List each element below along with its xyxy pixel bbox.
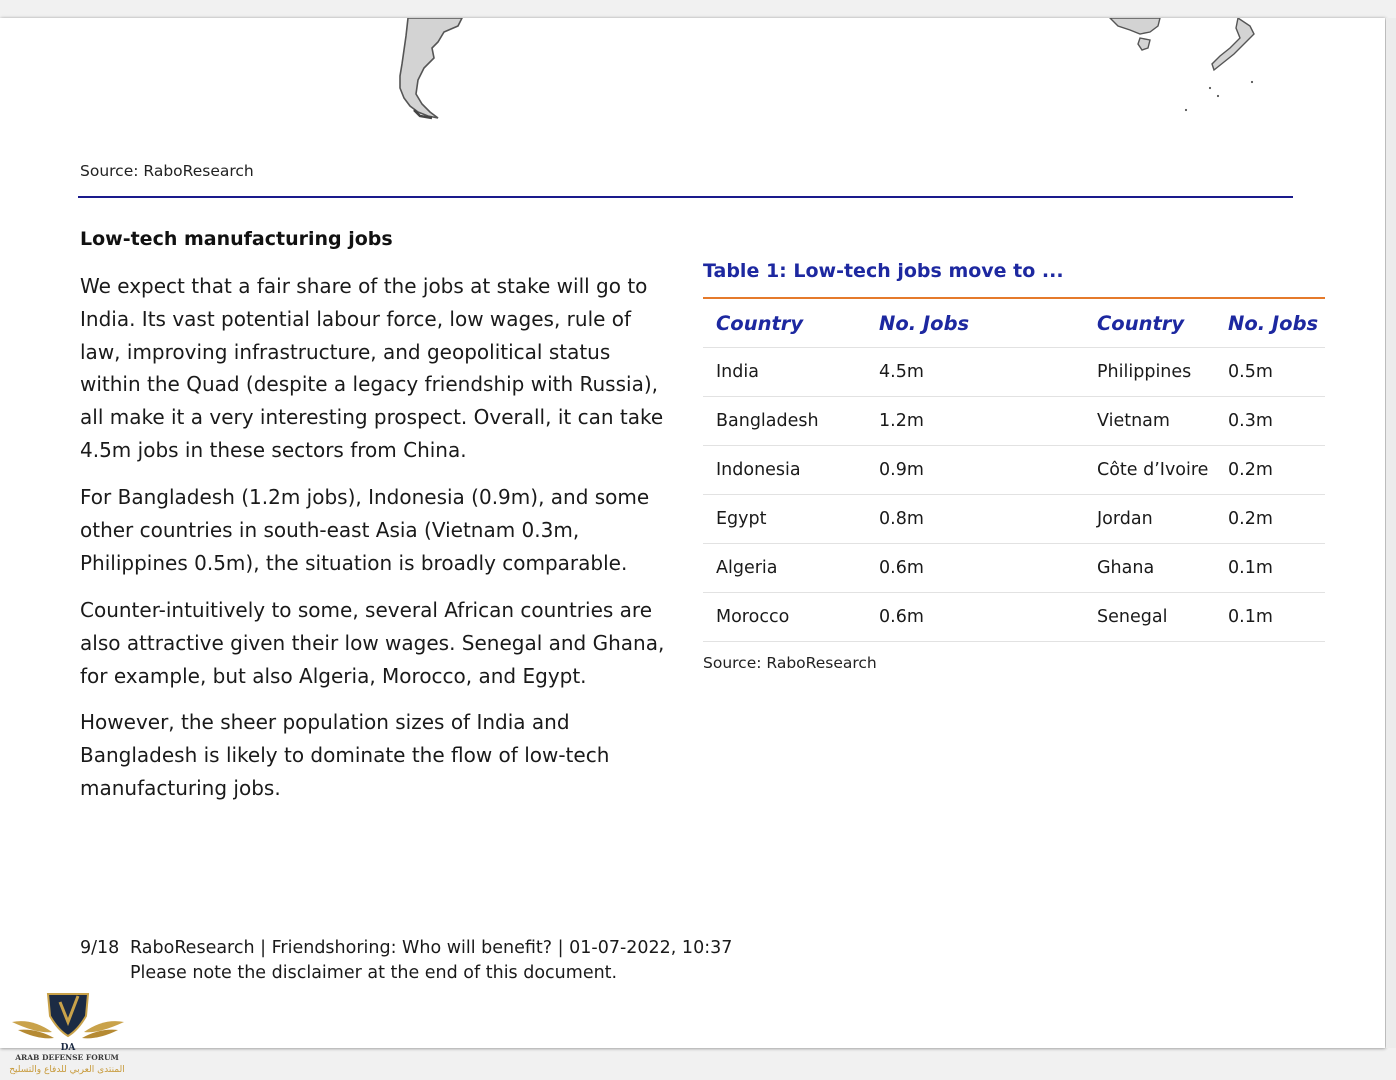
paragraph-3: Counter-intuitively to some, several African countries are also attractive given their low wages. Senegal and Ghana, for example, but also Algeria, Morocco, and Egypt.	[80, 598, 665, 688]
map-south-america-fragment	[388, 18, 478, 128]
cell-jobs: 0.5m	[1228, 348, 1325, 397]
cell-country: Vietnam	[1097, 397, 1228, 446]
cell-country: Bangladesh	[703, 397, 879, 446]
table-row	[703, 446, 1325, 495]
page-number: 9/18	[80, 938, 120, 958]
cell-country: Ghana	[1097, 544, 1228, 593]
cell-jobs: 0.3m	[1228, 397, 1325, 446]
footer-disclaimer: Please note the disclaimer at the end of this document.	[130, 963, 618, 983]
table-row	[703, 593, 1325, 642]
section-divider	[78, 196, 1293, 198]
page-footer	[80, 936, 732, 986]
logo-text-english: ARAB DEFENSE FORUM	[15, 1053, 119, 1062]
cell-country: Egypt	[703, 495, 879, 544]
footer-line-1	[80, 936, 732, 961]
cell-jobs: 0.1m	[1228, 544, 1325, 593]
cell-country: Morocco	[703, 593, 879, 642]
col-header-country-2: Country	[1097, 299, 1228, 348]
cell-jobs: 0.2m	[1228, 446, 1325, 495]
col-header-jobs-2: No. Jobs	[1228, 299, 1325, 348]
table-source: Source: RaboResearch	[703, 654, 877, 672]
cell-jobs: 1.2m	[879, 397, 1097, 446]
document-page	[0, 18, 1385, 1048]
paragraph-1: We expect that a fair share of the jobs at stake will go to India. Its vast potential labour force, low wages, rule of law, improving infrastructure, and geopolitical status within the Quad (despite a legacy friendship with Russia), all make it a very interesting prospect. Overall, it can take 4.5m jobs in these sectors from China.	[80, 274, 664, 462]
cell-jobs: 4.5m	[879, 348, 1097, 397]
cell-jobs: 0.1m	[1228, 593, 1325, 642]
viewer-scrollbar[interactable]	[1386, 18, 1396, 1048]
svg-text:DA: DA	[60, 1043, 76, 1053]
cell-jobs: 0.9m	[879, 446, 1097, 495]
table-row	[703, 348, 1325, 397]
table-row	[703, 397, 1325, 446]
section-heading: Low-tech manufacturing jobs	[80, 228, 393, 250]
cell-jobs: 0.2m	[1228, 495, 1325, 544]
cell-country: Jordan	[1097, 495, 1228, 544]
cell-jobs: 0.8m	[879, 495, 1097, 544]
footer-title: RaboResearch | Friendshoring: Who will benefit? | 01-07-2022, 10:37	[130, 938, 733, 958]
col-header-jobs-1: No. Jobs	[879, 299, 1097, 348]
cell-country: Algeria	[703, 544, 879, 593]
cell-country: India	[703, 348, 879, 397]
cell-country: Côte d’Ivoire	[1097, 446, 1228, 495]
table-row	[703, 544, 1325, 593]
logo-text-arabic: المنتدى العربي للدفاع والتسليح	[9, 1065, 125, 1075]
cell-jobs: 0.6m	[879, 593, 1097, 642]
cell-country: Indonesia	[703, 446, 879, 495]
table-title: Table 1: Low-tech jobs move to ...	[703, 260, 1064, 282]
table-row	[703, 495, 1325, 544]
viewer-top-strip	[0, 0, 1396, 18]
table-header-row	[703, 299, 1325, 348]
paragraph-4: However, the sheer population sizes of India and Bangladesh is likely to dominate the flow of low-tech manufacturing jobs.	[80, 710, 610, 800]
paragraph-2: For Bangladesh (1.2m jobs), Indonesia (0.9m), and some other countries in south-east Asia (Vietnam 0.3m, Philippines 0.5m), the situation is broadly comparable.	[80, 485, 650, 575]
cell-jobs: 0.6m	[879, 544, 1097, 593]
cell-country: Philippines	[1097, 348, 1228, 397]
map-oceania-fragment	[1100, 18, 1270, 128]
col-header-country-1: Country	[703, 299, 879, 348]
jobs-table	[703, 299, 1325, 642]
figure-source: Source: RaboResearch	[80, 162, 254, 180]
cell-country: Senegal	[1097, 593, 1228, 642]
